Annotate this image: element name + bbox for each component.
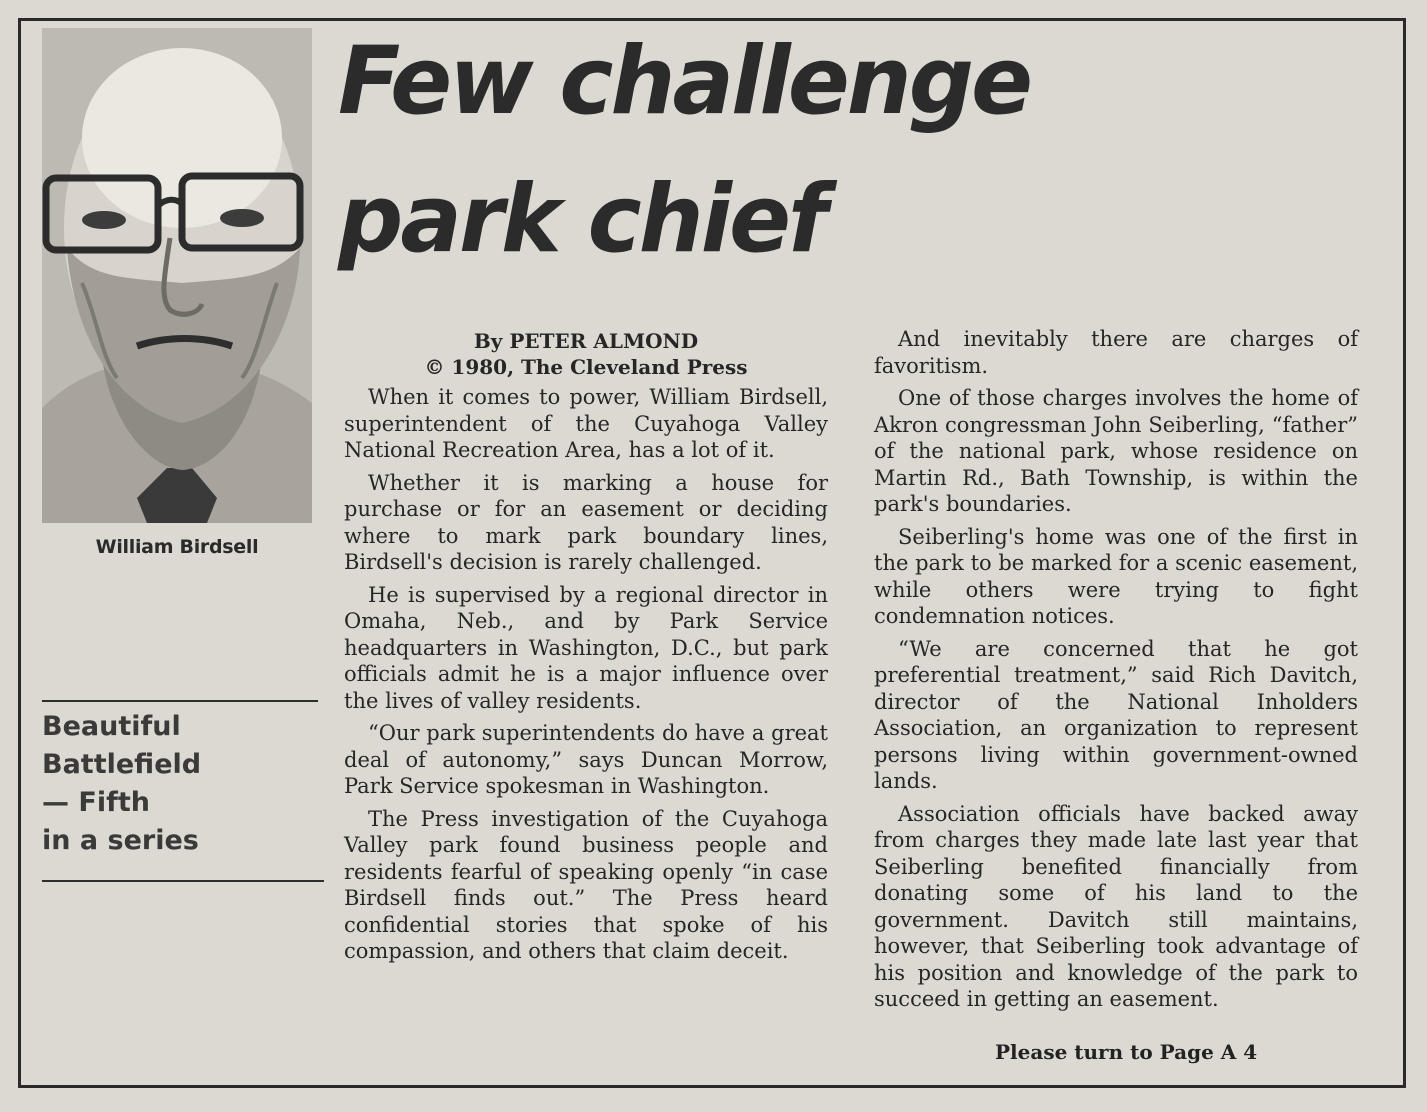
portrait-photo bbox=[42, 28, 312, 523]
paragraph: He is supervised by a regional director in Omaha, Neb., and by Park Service headquarters in Washington, D.C., but park officials admit he is a major influence over the lives of valley residents. bbox=[344, 582, 828, 713]
byline-copyright: © 1980, The Cleveland Press bbox=[424, 355, 748, 379]
jump-line: Please turn to Page A 4 bbox=[995, 1040, 1258, 1064]
headline bbox=[338, 27, 1366, 274]
paragraph: Whether it is marking a house for purchase or for an easement or deciding where to mark park boundary lines, Birdsell's decision is rarely challenged. bbox=[344, 470, 828, 574]
paragraph: Association officials have backed away from charges they made late last year that Seiberling benefited financially from donating some of his land to the government. Davitch still maintains, however, that Seiberling took advantage of his position and knowledge of the park to succeed in getting an easement. bbox=[874, 801, 1358, 1011]
series-line: in a series bbox=[42, 825, 199, 856]
series-label bbox=[42, 708, 312, 860]
paragraph: And inevitably there are charges of favoritism. bbox=[874, 327, 1358, 378]
headline-line: Few challenge bbox=[338, 27, 1031, 136]
headline-line: park chief bbox=[338, 165, 825, 274]
series-line: Beautiful bbox=[42, 711, 181, 742]
divider-top bbox=[42, 700, 318, 702]
paragraph: Seiberling's home was one of the first in the park to be marked for a scenic easement, while others were trying to fight condemnation notices. bbox=[874, 524, 1358, 628]
paragraph: When it comes to power, William Birdsell, superintendent of the Cuyahoga Valley National Recreation Area, has a lot of it. bbox=[344, 385, 828, 462]
series-line: Battlefield bbox=[42, 749, 202, 780]
paragraph: “Our park superintendents do have a great deal of autonomy,” says Duncan Morrow, Park Service spokesman in Washington. bbox=[344, 721, 828, 798]
paragraph: One of those charges involves the home of Akron congressman John Seiberling, “father” of the national park, whose residence on Martin Rd., Bath Township, is within the park's boundaries. bbox=[874, 386, 1358, 516]
photo-caption: William Birdsell bbox=[95, 536, 259, 558]
byline bbox=[344, 328, 828, 380]
series-line: — Fifth bbox=[42, 787, 150, 818]
divider-bottom bbox=[42, 880, 324, 882]
paragraph: The Press investigation of the Cuyahoga Valley park found business people and residents fearful of speaking openly “in case Birdsell finds out.” The Press heard confidential stories that spoke of his compassion, and others that claim deceit. bbox=[344, 806, 828, 963]
article-column-1 bbox=[344, 328, 828, 971]
paragraph: “We are concerned that he got preferential treatment,” said Rich Davitch, director of the National Inholders Association, an organization to represent persons living within government-owned lands. bbox=[874, 636, 1358, 793]
byline-author: By PETER ALMOND bbox=[473, 329, 699, 353]
article-column-2 bbox=[874, 326, 1358, 1019]
